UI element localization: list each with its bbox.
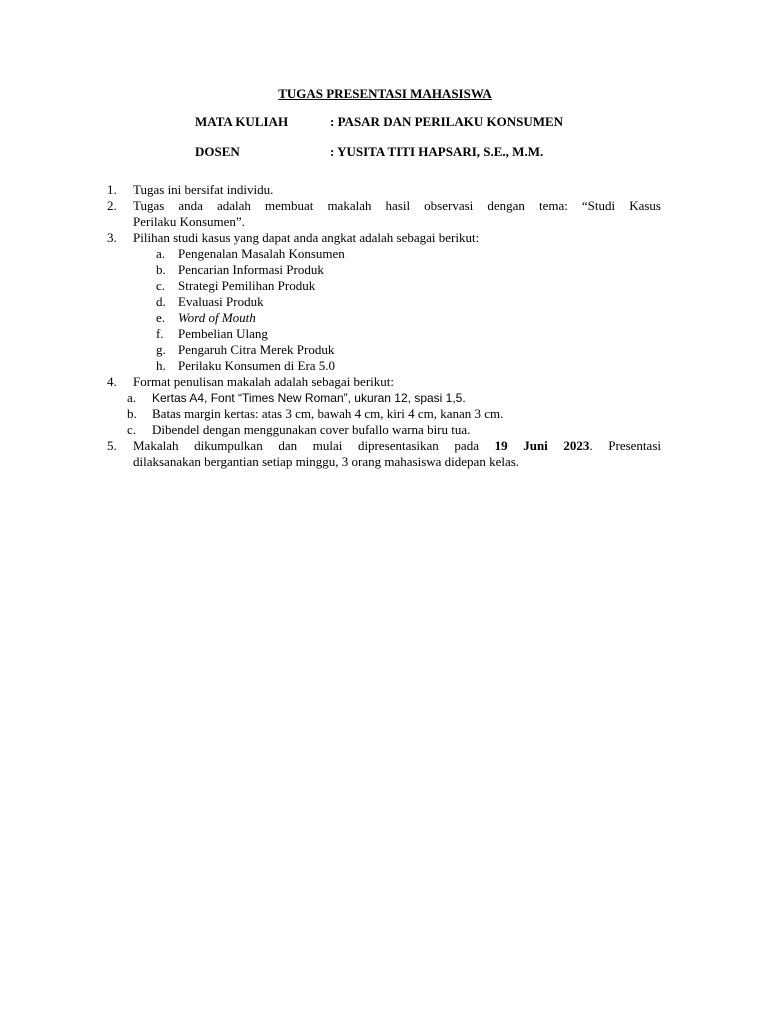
list-item — [107, 182, 661, 198]
option-letter: e. — [156, 310, 166, 325]
case-option — [107, 294, 661, 310]
option-text: Pengenalan Masalah Konsumen — [178, 246, 345, 261]
item-number: 5. — [107, 438, 117, 453]
option-text: Perilaku Konsumen di Era 5.0 — [178, 358, 336, 373]
format-rules-list — [107, 390, 661, 438]
item-text: Format penulisan makalah adalah sebagai berikut: — [133, 374, 394, 389]
option-letter: b. — [156, 262, 166, 277]
rule-text: Kertas A4, Font “Times New Roman”, ukuran 12, spasi 1,5. — [152, 391, 466, 405]
rule-text: Dibendel dengan menggunakan cover bufallo warna biru tua. — [152, 422, 471, 437]
item-number: 1. — [107, 182, 117, 197]
case-option — [107, 310, 661, 326]
course-label: MATA KULIAH — [195, 114, 289, 129]
option-text: Pencarian Informasi Produk — [178, 262, 324, 277]
option-letter: d. — [156, 294, 166, 309]
instruction-list — [107, 182, 661, 470]
rule-letter: b. — [127, 406, 137, 421]
rule-letter: a. — [127, 390, 137, 405]
lecturer-value: : YUSITA TITI HAPSARI, S.E., M.M. — [330, 144, 544, 159]
item-text-line — [133, 438, 661, 454]
option-text: Pembelian Ulang — [178, 326, 268, 341]
case-option — [107, 342, 661, 358]
option-text: Evaluasi Produk — [178, 294, 264, 309]
case-option — [107, 358, 661, 374]
format-rule — [107, 406, 661, 422]
item-text-line: Perilaku Konsumen”. — [133, 214, 245, 229]
case-option — [107, 262, 661, 278]
list-item — [107, 438, 661, 470]
item-number: 2. — [107, 198, 117, 213]
format-rule — [107, 390, 661, 406]
case-option — [107, 278, 661, 294]
list-item — [107, 374, 661, 390]
option-text: Word of Mouth — [178, 310, 256, 325]
case-option — [107, 326, 661, 342]
option-text: Pengaruh Citra Merek Produk — [178, 342, 335, 357]
option-letter: f. — [156, 326, 164, 341]
list-item — [107, 198, 661, 230]
document-title: TUGAS PRESENTASI MAHASISWA — [278, 86, 492, 101]
item-number: 4. — [107, 374, 117, 389]
option-letter: g. — [156, 342, 166, 357]
course-value: : PASAR DAN PERILAKU KONSUMEN — [330, 114, 564, 129]
option-text: Strategi Pemilihan Produk — [178, 278, 316, 293]
list-item — [107, 230, 661, 246]
case-option — [107, 246, 661, 262]
lecturer-label: DOSEN — [195, 144, 240, 159]
option-letter: h. — [156, 358, 166, 373]
item-text-part: . Presentasi — [589, 438, 661, 453]
due-date: 19 Juni 2023 — [494, 438, 590, 453]
item-text: Tugas ini bersifat individu. — [133, 182, 274, 197]
case-options-list — [107, 246, 661, 374]
item-text: Pilihan studi kasus yang dapat anda angkat adalah sebagai berikut: — [133, 230, 480, 245]
format-rule — [107, 422, 661, 438]
option-letter: c. — [156, 278, 166, 293]
rule-text: Batas margin kertas: atas 3 cm, bawah 4 cm, kiri 4 cm, kanan 3 cm. — [152, 406, 504, 421]
rule-letter: c. — [127, 422, 137, 437]
item-text-part: Makalah dikumpulkan dan mulai dipresentasikan pada — [133, 438, 495, 453]
item-number: 3. — [107, 230, 117, 245]
lecturer-row — [195, 144, 543, 160]
course-row — [195, 114, 563, 130]
option-letter: a. — [156, 246, 166, 261]
item-text-line: dilaksanakan bergantian setiap minggu, 3 orang mahasiswa didepan kelas. — [133, 454, 520, 469]
item-text-line: Tugas anda adalah membuat makalah hasil observasi dengan tema: “Studi Kasus — [133, 198, 661, 213]
